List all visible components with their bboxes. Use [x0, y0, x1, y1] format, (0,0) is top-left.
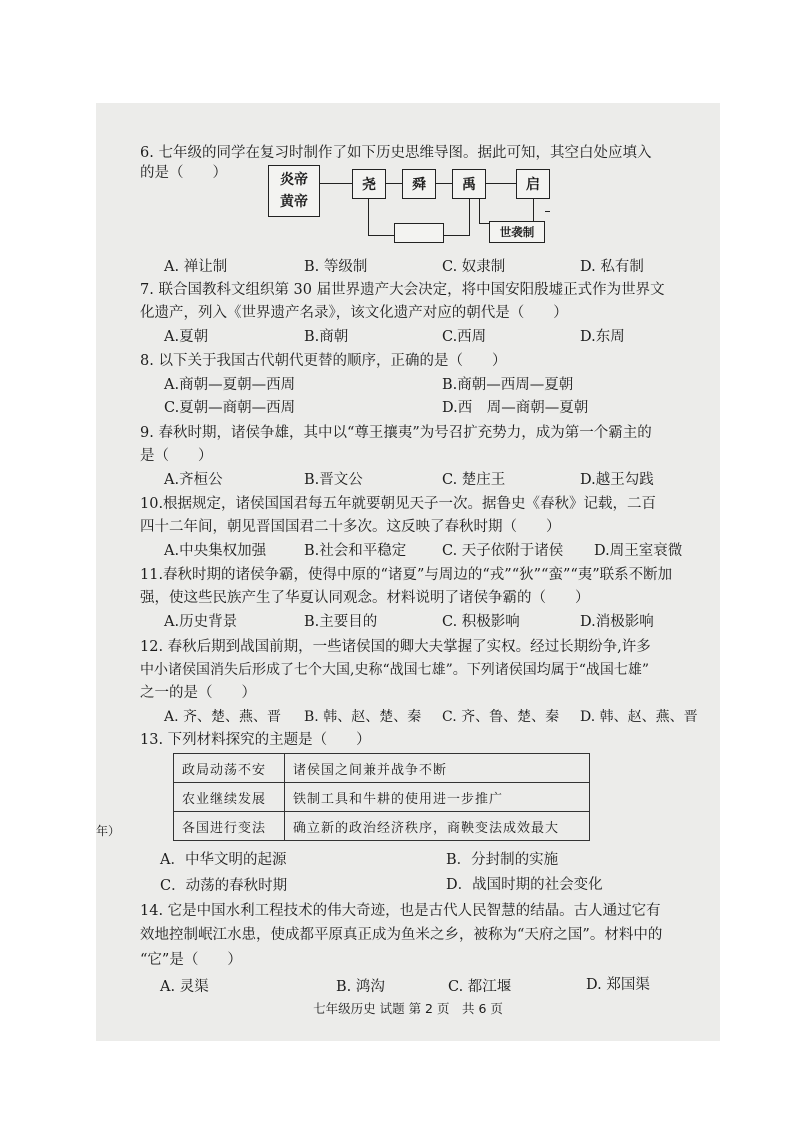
q14-option-a[interactable]: A. 灵渠: [160, 979, 209, 995]
q6-option-b[interactable]: B. 等级制: [304, 259, 368, 275]
q6-option-c[interactable]: C. 奴隶制: [442, 259, 506, 275]
connector: [479, 199, 480, 223]
q13-option-b[interactable]: B．分封制的实施: [446, 852, 559, 868]
q10-line1: 10.根据规定，诸侯国国君每五年就要朝见天子一次。据鲁史《春秋》记载，二百: [140, 496, 657, 512]
q14-option-b[interactable]: B. 鸿沟: [336, 979, 385, 995]
diagram-box-shixi: 世袭制: [489, 221, 545, 243]
q7-line1: 7. 联合国教科文组织第 30 届世界遗产大会决定，将中国安阳殷墟正式作为世界文: [140, 282, 665, 298]
connector: [469, 199, 470, 235]
q6-option-a[interactable]: A. 禅让制: [164, 259, 228, 275]
connector: [545, 211, 550, 212]
q9-option-c[interactable]: C. 楚庄王: [442, 472, 506, 488]
table-cell: 铁制工具和牛耕的使用进一步推广: [285, 783, 590, 812]
table-row: [174, 754, 590, 783]
connector: [368, 235, 394, 236]
q12-option-d[interactable]: D. 韩、赵、燕、晋: [580, 709, 698, 725]
q14-option-c[interactable]: C. 都江堰: [448, 979, 512, 995]
connector: [486, 183, 516, 184]
q14-line1: 14. 它是中国水利工程技术的伟大奇迹，也是古代人民智慧的结晶。古人通过它有: [140, 903, 661, 919]
connector: [444, 235, 470, 236]
q11-option-c[interactable]: C. 积极影响: [442, 614, 520, 630]
q6-option-d[interactable]: D. 私有制: [580, 259, 644, 275]
q8-option-a[interactable]: A.商朝—夏朝—西周: [164, 377, 296, 393]
table-cell: 农业继续发展: [174, 783, 285, 812]
diagram-blank-box: [394, 223, 444, 243]
diagram-box-yu: 禹: [452, 169, 486, 199]
q10-option-b[interactable]: B.社会和平稳定: [304, 543, 407, 559]
q12-line3: 之一的是（ ）: [140, 685, 256, 701]
q9-option-d[interactable]: D.越王勾践: [580, 472, 654, 488]
q9-line2: 是（ ）: [140, 448, 213, 464]
table-cell: 确立新的政治经济秩序，商鞅变法成效最大: [285, 812, 590, 841]
q12-line1: 12. 春秋后期到战国前期，一些诸侯国的卿大夫掌握了实权。经过长期纷争,许多: [140, 639, 651, 655]
connector: [368, 199, 369, 235]
q14-option-d[interactable]: D. 郑国渠: [586, 977, 650, 993]
q12-option-b[interactable]: B. 韩、赵、楚、秦: [304, 709, 422, 725]
q8-option-b[interactable]: B.商朝—西周—夏朝: [442, 377, 574, 393]
diagram-box-qi: 启: [516, 169, 550, 199]
q13-material-table: [173, 753, 590, 841]
q7-option-c[interactable]: C.西周: [442, 329, 487, 345]
q13-option-a[interactable]: A．中华文明的起源: [160, 852, 287, 868]
q10-line2: 四十二年间，朝见晋国国君二十多次。这反映了春秋时期（ ）: [140, 519, 561, 535]
q10-option-c[interactable]: C. 天子依附于诸侯: [442, 543, 564, 559]
connector: [436, 183, 452, 184]
q13-line1: 13. 下列材料探究的主题是（ ）: [140, 732, 371, 748]
q7-option-a[interactable]: A.夏朝: [164, 329, 209, 345]
q6-line1: 6. 七年级的同学在复习时制作了如下历史思维导图。据此可知，其空白处应填入: [140, 145, 652, 161]
margin-mark: 年）: [96, 824, 121, 838]
q9-line1: 9. 春秋时期，诸侯争雄，其中以“尊王攘夷”为号召扩充势力，成为第一个霸主的: [140, 425, 652, 441]
q8-line1: 8. 以下关于我国古代朝代更替的顺序，正确的是（ ）: [140, 353, 507, 369]
q12-option-a[interactable]: A. 齐、楚、燕、晋: [164, 709, 282, 725]
q11-option-d[interactable]: D.消极影响: [580, 614, 654, 630]
q8-option-c[interactable]: C.夏朝—商朝—西周: [164, 400, 296, 416]
table-cell: 政局动荡不安: [174, 754, 285, 783]
q7-line2: 化遗产，列入《世界遗产名录》，该文化遗产对应的朝代是（ ）: [140, 305, 568, 321]
exam-page: [96, 103, 720, 1041]
connector: [479, 223, 489, 224]
diagram-box-shun: 舜: [402, 169, 436, 199]
diagram-box-yandi-huangdi: [268, 165, 320, 217]
q13-option-d[interactable]: D．战国时期的社会变化: [446, 877, 603, 893]
diagram-yandi: 炎帝: [280, 172, 308, 188]
q11-option-b[interactable]: B.主要目的: [304, 614, 378, 630]
diagram-box-yao: 尧: [352, 169, 386, 199]
diagram-huangdi: 黄帝: [280, 194, 308, 210]
q12-line2: 中小诸侯国消失后形成了七个大国,史称“战国七雄”。下列诸侯国均属于“战国七雄”: [140, 662, 650, 678]
q7-option-b[interactable]: B.商朝: [304, 329, 349, 345]
q12-option-c[interactable]: C. 齐、鲁、楚、秦: [442, 709, 560, 725]
q8-option-d[interactable]: D.西 周—商朝—夏朝: [442, 400, 589, 416]
q6-line2: 的是（ ）: [140, 165, 227, 181]
page-footer: 七年级历史 试题 第 2 页 共 6 页: [313, 1001, 503, 1016]
q10-option-d[interactable]: D.周王室衰微: [594, 543, 683, 559]
q10-option-a[interactable]: A.中央集权加强: [164, 543, 267, 559]
q9-option-b[interactable]: B.晋文公: [304, 472, 363, 488]
q13-option-c[interactable]: C．动荡的春秋时期: [160, 878, 288, 894]
q11-line2: 强，使这些民族产生了华夏认同观念。材料说明了诸侯争霸的（ ）: [140, 590, 590, 606]
q14-line3: “它”是（ ）: [140, 952, 242, 968]
q9-option-a[interactable]: A.齐桓公: [164, 472, 223, 488]
q11-line1: 11.春秋时期的诸侯争霸，使得中原的“诸夏”与周边的“戎”“狄”“蛮”“夷”联系不断加: [140, 567, 673, 583]
connector: [320, 183, 352, 184]
q14-line2: 效地控制岷江水患，使成都平原真正成为鱼米之乡，被称为“天府之国”。材料中的: [140, 927, 663, 943]
q11-option-a[interactable]: A.历史背景: [164, 614, 238, 630]
table-row: [174, 812, 590, 841]
table-row: [174, 783, 590, 812]
connector: [386, 183, 402, 184]
table-cell: 各国进行变法: [174, 812, 285, 841]
q7-option-d[interactable]: D.东周: [580, 329, 625, 345]
connector: [533, 199, 534, 221]
table-cell: 诸侯国之间兼并战争不断: [285, 754, 590, 783]
